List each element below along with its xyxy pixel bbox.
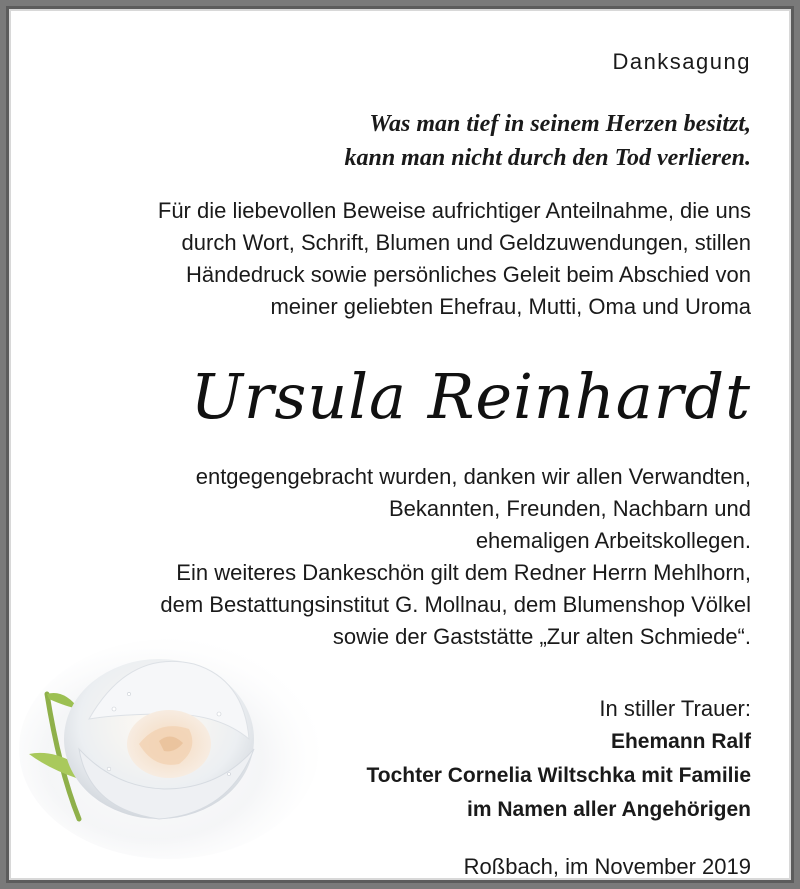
thanks-line: Ein weiteres Dankeschön gilt dem Redner Herrn Mehlhorn, <box>176 560 751 585</box>
motto-line: kann man nicht durch den Tod verlieren. <box>344 145 751 171</box>
notice-card <box>6 6 794 883</box>
thanks-line: sowie der Gaststätte „Zur alten Schmiede“. <box>332 624 751 649</box>
thanks-line: Bekannten, Freunden, Nachbarn und <box>388 496 751 521</box>
mourners-block <box>39 693 751 827</box>
notice-text <box>39 39 751 883</box>
mourner-line: Ehemann Ralf <box>610 730 751 753</box>
place-date: Roßbach, im November 2019 <box>463 854 751 879</box>
thanks-line: dem Bestattungsinstitut G. Mollnau, dem Blumenshop Völkel <box>160 592 751 617</box>
mourner-line: Tochter Cornelia Wiltschka mit Familie <box>366 764 751 787</box>
notice-heading: Danksagung <box>612 49 751 74</box>
mourning-label: In stiller Trauer: <box>599 696 751 721</box>
thanks-line: ehemaligen Arbeitskollegen. <box>475 528 751 553</box>
motto-quote <box>39 107 751 175</box>
intro-line: Händedruck sowie persönliches Geleit beim Abschied von <box>186 262 751 287</box>
mourner-line: im Namen aller Angehörigen <box>467 798 751 821</box>
thanks-line: entgegengebracht wurden, danken wir allen Verwandten, <box>195 464 751 489</box>
deceased-name: Ursula Reinhardt <box>190 360 751 433</box>
motto-line: Was man tief in seinem Herzen besitzt, <box>369 111 751 137</box>
intro-paragraph <box>39 195 751 323</box>
intro-line: durch Wort, Schrift, Blumen und Geldzuwendungen, stillen <box>181 230 751 255</box>
intro-line: meiner geliebten Ehefrau, Mutti, Oma und Uroma <box>270 294 751 319</box>
thanks-paragraph <box>39 461 751 653</box>
intro-line: Für die liebevollen Beweise aufrichtiger Anteilnahme, die uns <box>157 198 751 223</box>
